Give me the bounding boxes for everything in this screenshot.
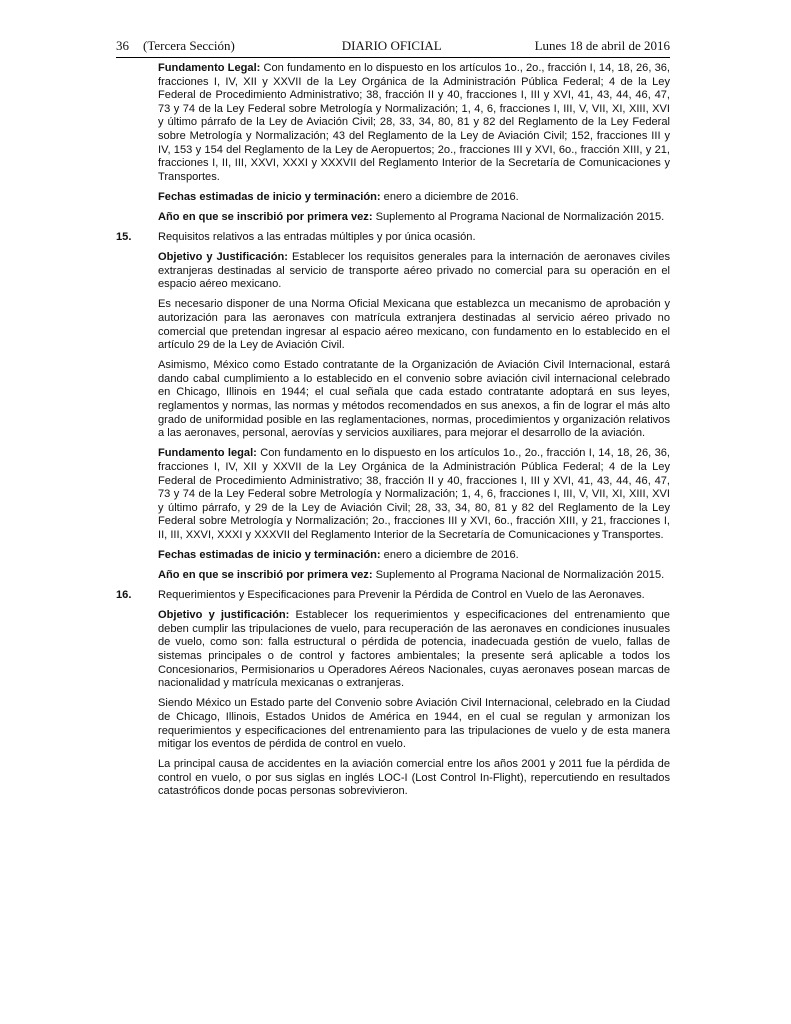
paragraph-objetivo	[158, 609, 670, 691]
paragraph-fundamento-legal	[158, 447, 670, 542]
section-label: (Tercera Sección)	[143, 38, 235, 53]
paragraph-asimismo: Asimismo, México como Estado contratante de la Organización de Aviación Civil Internacional, estará dando cabal cumplimiento a lo establecido en el convenio sobre aviación civil internacional celebrado en Chicago, Illinois en 1944; el cual señala que cada estado contratante adoptará en sus leyes, reglamentos y normas, las normas y métodos recomendados en sus anexos, a fin de lograr el más alto grado de uniformidad posible en las reglamentaciones, normas, procedimientos y organización relativos a las aeronaves, personal, aerovías y servicios auxiliares, para mejorar el desarrollo de la aviación.	[158, 359, 670, 440]
paragraph-text: Con fundamento en lo dispuesto en los artículos 1o., 2o., fracción I, 14, 18, 26, 36, fracciones I, IV, XII y XXVII de la Ley Orgánica de la Administración Pública Federal; 4 de la Ley Federal de Procedimiento Administrativo; 38, fracción II y 40, fracciones I, III y XVI, 41, 43, 44, 46, 47, 73 y 74 de la Ley Federal sobre Metrología y Normalización; 1, 4, 6, fracciones I, III, V, VII, XI, XIII, XVI y último párrafo, y 29 de la Ley de Aviación Civil; 28, 33, 34, 80, 81 y 82 del Reglamento de la Ley Federal sobre Metrología y Normalización; 2o., fracciones III y XVI, 6o., fracción XIII, y 21, fracciones I, II, III, XXVI, XXXI y XXXVII del Reglamento Interior de la Secretaría de Comunicaciones y Transportes.	[158, 447, 670, 541]
document-body	[116, 62, 670, 799]
paragraph-siendo: Siendo México un Estado parte del Convenio sobre Aviación Civil Internacional, celebrado en la Ciudad de Chicago, Illinois, Estados Unidos de América en 1944, en el cual se regulan y armonizan los requerimientos y especificaciones del entrenamiento para las tripulaciones de vuelo y de esta manera mitigar los eventos de pérdida de control en vuelo.	[158, 697, 670, 751]
page-number: 36	[116, 38, 129, 53]
list-item-15	[116, 231, 670, 245]
item-title: Requerimientos y Especificaciones para Prevenir la Pérdida de Control en Vuelo de las Aeronaves.	[158, 589, 645, 602]
paragraph-text: Suplemento al Programa Nacional de Normalización 2015.	[372, 569, 665, 582]
paragraph-text: Con fundamento en lo dispuesto en los artículos 1o., 2o., fracción I, 14, 18, 26, 36, fracciones I, IV, XII y XXVII de la Ley Orgánica de la Administración Pública Federal; 4 de la Ley Federal de Procedimiento Administrativo; 38, fracción II y 40, fracciones I, III y XVI, 41, 43, 44, 46, 47, 73 y 74 de la Ley Federal sobre Metrología y Normalización; 1, 4, 6, fracciones I, III, V, VII, XI, XIII, XVI y último párrafo de la Ley de Aviación Civil; 28, 33, 34, 80, 81 y 82 del Reglamento de la Ley Federal sobre Metrología y Normalización; 43 del Reglamento de la Ley de Aviación Civil; 152, fracciones III y IV, 153 y 154 del Reglamento de la Ley de Aeropuertos; 2o., fracciones III y XVI, 6o., fracción XIII, y 21, fracciones I, II, III, XXVI, XXXI y XXXVII del Reglamento Interior de la Secretaría de Comunicaciones y Transportes.	[158, 62, 670, 183]
publication-date: Lunes 18 de abril de 2016	[534, 38, 670, 53]
paragraph-label: Año en que se inscribió por primera vez:	[158, 210, 373, 223]
paragraph-label: Año en que se inscribió por primera vez:	[158, 569, 373, 582]
paragraph-principal-causa: La principal causa de accidentes en la aviación comercial entre los años 2001 y 2011 fue la pérdida de control en vuelo, o por sus siglas en inglés LOC-I (Lost Control In-Flight), repercutiendo en resultados catastróficos donde pocas personas sobrevivieron.	[158, 758, 670, 798]
paragraph-necesario: Es necesario disponer de una Norma Oficial Mexicana que establezca un mecanismo de aprobación y autorización para las aeronaves con matrícula extranjera destinadas al servicio aéreo privado no comercial que pretendan ingresar al espacio aéreo mexicano, con fundamento en lo establecido en el artículo 29 de la Ley de Aviación Civil.	[158, 298, 670, 352]
paragraph-label: Fundamento legal:	[158, 447, 257, 460]
paragraph-fechas	[158, 549, 670, 563]
page-header	[116, 38, 670, 58]
paragraph-text: Establecer los requerimientos y especificaciones del entrenamiento que deben cumplir las tripulaciones de vuelo, para recuperación de las aeronaves en condiciones inusuales de vuelo, como son: falla estructural o pérdida de potencia, inadecuada gestión de vuelo, fallas de sistemas principales o de control y factores ambientales; la presente será aplicable a todos los Concesionarios, Permisionarios u Operadores Aéreos Nacionales, cuyas aeronaves posean marcas de nacionalidad y matrícula mexicanas o extranjeras.	[158, 609, 670, 690]
list-item-16	[116, 589, 670, 603]
paragraph-fechas	[158, 191, 670, 205]
paragraph-text: enero a diciembre de 2016.	[380, 549, 519, 561]
paragraph-label: Fechas estimadas de inicio y terminación:	[158, 549, 381, 561]
paragraph-text: Establecer los requisitos generales para la internación de aeronaves civiles extranjeras destinadas al servicio de transporte aéreo privado no comercial para su operación en el espacio aéreo mexicano.	[158, 251, 670, 291]
paragraph-anio-inscripcion	[158, 211, 670, 225]
paragraph-label: Objetivo y Justificación:	[158, 251, 289, 264]
paragraph-fundamento-legal	[158, 62, 670, 184]
paragraph-label: Objetivo y justificación:	[158, 609, 290, 622]
paragraph-anio-inscripcion	[158, 569, 670, 583]
paragraph-objetivo	[158, 251, 670, 292]
paragraph-text: enero a diciembre de 2016.	[380, 190, 519, 203]
publication-title: DIARIO OFICIAL	[341, 38, 442, 53]
item-number: 16.	[116, 589, 132, 602]
paragraph-label: Fechas estimadas de inicio y terminación:	[158, 190, 381, 203]
paragraph-text: Suplemento al Programa Nacional de Normalización 2015.	[372, 210, 665, 223]
header-left	[116, 38, 249, 54]
document-page	[116, 38, 670, 806]
paragraph-label: Fundamento Legal:	[158, 62, 261, 74]
item-number: 15.	[116, 231, 132, 244]
item-title: Requisitos relativos a las entradas múltiples y por única ocasión.	[158, 231, 476, 244]
